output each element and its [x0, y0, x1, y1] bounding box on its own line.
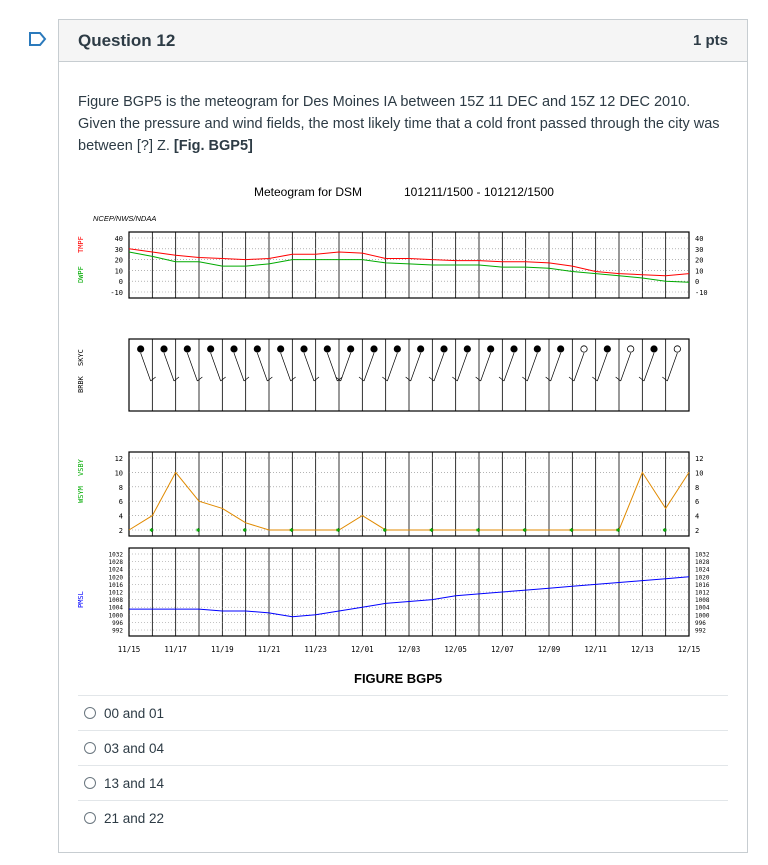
question-header — [59, 20, 747, 62]
time-tick-label: 12/03 — [397, 645, 421, 654]
pmsl-tick-left: 1028 — [108, 559, 123, 567]
wind-barb-flag — [546, 377, 551, 381]
pmsl-tick-left: 1008 — [108, 597, 123, 605]
flag-icon[interactable] — [28, 31, 48, 47]
wind-barb — [211, 353, 221, 381]
time-tick-label: 12/01 — [351, 645, 374, 654]
sky-cover-mark — [441, 346, 447, 352]
temp-tick-right: -10 — [695, 289, 708, 297]
time-tick-label: 12/13 — [631, 645, 654, 654]
pmsl-label: PMSL — [77, 591, 85, 608]
wind-barb-flag — [197, 377, 202, 381]
wind-barb-flag — [406, 377, 411, 381]
wind-barb — [257, 353, 267, 381]
radio-icon[interactable] — [84, 777, 96, 789]
wind-barb — [341, 353, 351, 381]
pmsl-tick-left: 1012 — [108, 589, 123, 597]
radio-icon[interactable] — [84, 812, 96, 824]
meteogram-figure — [69, 178, 739, 686]
wind-barb — [481, 353, 491, 381]
wind-barb-flag — [662, 377, 667, 381]
wind-barb-flag — [452, 377, 457, 381]
sky-cover-mark — [371, 346, 377, 352]
sky-cover-mark — [627, 346, 633, 352]
wind-barb-flag — [569, 377, 574, 381]
time-tick-label: 12/15 — [677, 645, 701, 654]
weather-symbol: ✱ — [616, 526, 621, 534]
sky-cover-mark — [207, 346, 213, 352]
figure-caption: FIGURE BGP5 — [354, 671, 443, 686]
wind-barb-flag — [267, 377, 272, 381]
answer-label: 21 and 22 — [104, 810, 165, 826]
time-tick-label: 11/19 — [211, 645, 234, 654]
sky-cover-mark — [581, 346, 587, 352]
answer-option-2[interactable] — [78, 730, 728, 765]
weather-symbol: ✱ — [289, 526, 294, 534]
sky-cover-mark — [394, 346, 400, 352]
temp-tick-left: 30 — [114, 245, 123, 254]
wind-barb — [504, 353, 514, 381]
vsby-tick-left: 2 — [118, 527, 123, 535]
pmsl-tick-left: 1016 — [108, 581, 123, 589]
time-tick-label: 12/05 — [444, 645, 467, 654]
question-points: 1 pts — [692, 32, 728, 49]
wind-barb-flag — [592, 377, 597, 381]
sky-cover-mark — [301, 346, 307, 352]
weather-symbol: ✱ — [429, 526, 434, 534]
wind-barb — [304, 353, 314, 381]
dwpf-label: DWPF — [77, 266, 85, 283]
sky-cover-mark — [674, 346, 680, 352]
temp-tick-right: 0 — [695, 278, 700, 287]
wind-barb — [164, 353, 174, 381]
wind-barb — [644, 353, 654, 381]
wind-barb — [434, 353, 444, 381]
time-tick-label: 11/21 — [257, 645, 281, 654]
vsby-tick-right: 2 — [695, 527, 700, 535]
wind-barb — [364, 353, 374, 381]
pmsl-tick-left: 992 — [112, 627, 123, 635]
pmsl-tick-right: 1032 — [695, 551, 710, 559]
sky-cover-mark — [161, 346, 167, 352]
skyc-label: SKYC — [77, 349, 85, 366]
wind-barb — [574, 353, 584, 381]
wind-barb-flag — [314, 377, 319, 381]
wind-barb-flag — [151, 377, 156, 381]
sky-cover-mark — [511, 346, 517, 352]
temp-tick-left: -10 — [110, 289, 123, 297]
wind-barb-flag — [499, 377, 504, 381]
weather-symbol: ✱ — [382, 526, 387, 534]
wind-barb-flag — [291, 377, 296, 381]
pmsl-tick-left: 1024 — [108, 566, 123, 574]
weather-symbol: ✱ — [662, 526, 667, 534]
weather-symbol: ✱ — [336, 526, 341, 534]
answer-label: 03 and 04 — [104, 740, 165, 756]
sky-cover-mark — [534, 346, 540, 352]
question-title: Question 12 — [78, 30, 176, 50]
temp-tick-left: 0 — [118, 278, 123, 287]
wind-barb — [457, 353, 467, 381]
wind-barb — [597, 353, 607, 381]
pmsl-tick-left: 1032 — [108, 551, 123, 559]
time-tick-label: 11/15 — [117, 645, 141, 654]
wind-barb-flag — [522, 377, 527, 381]
brbk-label: BRBK — [77, 376, 85, 393]
wind-barb — [281, 353, 291, 381]
sky-cover-mark — [324, 346, 330, 352]
time-tick-label: 12/11 — [584, 645, 607, 654]
answer-option-1[interactable] — [78, 695, 728, 730]
vsby-tick-right: 12 — [695, 455, 704, 463]
figure-title: Meteogram for DSM — [254, 185, 363, 199]
sky-cover-mark — [231, 346, 237, 352]
weather-symbol: ✱ — [522, 526, 527, 534]
answer-option-3[interactable] — [78, 765, 728, 800]
answer-option-4[interactable] — [78, 800, 728, 835]
wind-barb — [667, 353, 677, 381]
figure-reference: [Fig. BGP5] — [173, 138, 253, 154]
wind-barb — [387, 353, 397, 381]
pmsl-tick-right: 1016 — [695, 581, 710, 589]
vsby-tick-left: 12 — [114, 455, 123, 463]
radio-icon[interactable] — [84, 707, 96, 719]
sky-cover-mark — [464, 346, 470, 352]
temp-tick-left: 10 — [114, 267, 123, 276]
sky-cover-mark — [651, 346, 657, 352]
time-tick-label: 11/23 — [304, 645, 327, 654]
vsby-label: VSBY — [77, 459, 85, 476]
figure-range: 101211/1500 - 101212/1500 — [404, 185, 554, 199]
vsby-tick-left: 8 — [118, 483, 123, 492]
sky-cover-mark — [137, 346, 143, 352]
vsby-tick-right: 4 — [695, 512, 700, 521]
weather-symbol: ✱ — [149, 526, 154, 534]
time-tick-label: 12/07 — [491, 645, 514, 654]
pmsl-tick-right: 1000 — [695, 612, 710, 620]
vsby-tick-left: 10 — [114, 469, 123, 478]
pmsl-tick-right: 1008 — [695, 597, 710, 605]
sky-cover-mark — [417, 346, 423, 352]
question-text — [78, 91, 728, 157]
pmsl-tick-right: 1004 — [695, 604, 710, 612]
pmsl-tick-right: 996 — [695, 619, 706, 627]
answer-label: 13 and 14 — [104, 775, 165, 791]
wind-barb-flag — [221, 377, 226, 381]
temp-tick-left: 40 — [114, 235, 123, 243]
temp-tick-right: 40 — [695, 235, 704, 243]
answer-label: 00 and 01 — [104, 705, 165, 721]
sky-cover-mark — [277, 346, 283, 352]
pmsl-tick-left: 1000 — [108, 612, 123, 620]
wind-barb — [621, 353, 631, 381]
wind-barb-flag — [244, 377, 249, 381]
wind-barb — [551, 353, 561, 381]
vsby-tick-right: 10 — [695, 469, 704, 478]
sky-cover-mark — [557, 346, 563, 352]
wind-barb-flag — [639, 377, 644, 381]
sky-cover-mark — [347, 346, 353, 352]
temp-tick-left: 20 — [114, 256, 123, 265]
sky-cover-mark — [184, 346, 190, 352]
weather-symbol: ✱ — [476, 526, 481, 534]
wind-barb-flag — [382, 377, 387, 381]
temp-tick-right: 20 — [695, 256, 704, 265]
time-tick-label: 11/17 — [164, 645, 187, 654]
weather-symbol: ✱ — [242, 526, 247, 534]
sky-cover-mark — [254, 346, 260, 352]
weather-symbol: ✱ — [569, 526, 574, 534]
radio-icon[interactable] — [84, 742, 96, 754]
time-tick-label: 12/09 — [537, 645, 561, 654]
wind-barb — [187, 353, 197, 381]
pmsl-tick-left: 1004 — [108, 604, 123, 612]
pmsl-tick-left: 1020 — [108, 574, 123, 582]
wind-barb — [411, 353, 421, 381]
vsby-tick-left: 6 — [118, 498, 123, 507]
wind-barb — [141, 353, 151, 381]
temp-tick-right: 30 — [695, 245, 704, 254]
wind-barb — [234, 353, 244, 381]
figure-source: NCEP/NWS/NDAA — [93, 214, 157, 223]
wind-barb-flag — [476, 377, 481, 381]
pmsl-tick-right: 992 — [695, 627, 706, 635]
weather-symbol: ✱ — [196, 526, 201, 534]
vsby-tick-right: 6 — [695, 498, 700, 507]
wsym-label: WSYM — [77, 486, 85, 503]
wind-barb-flag — [429, 377, 434, 381]
question-body: Figure BGP5 is the meteogram for Des Moines IA between 15Z 11 DEC and 15Z 12 DEC 2010. Given the pressure and wind fields, the most likely time that a cold front passed through the city was between [?] Z. — [78, 94, 720, 154]
pmsl-tick-right: 1024 — [695, 566, 710, 574]
wind-barb — [527, 353, 537, 381]
tmpf-label: TMPF — [77, 236, 85, 253]
answer-list — [78, 695, 728, 835]
sky-cover-mark — [487, 346, 493, 352]
vsby-tick-left: 4 — [118, 512, 123, 521]
temp-tick-right: 10 — [695, 267, 704, 276]
pmsl-tick-right: 1012 — [695, 589, 710, 597]
sky-cover-mark — [604, 346, 610, 352]
wind-barb-flag — [174, 377, 179, 381]
pmsl-tick-right: 1020 — [695, 574, 710, 582]
pmsl-tick-left: 996 — [112, 619, 123, 627]
question-card — [58, 19, 748, 853]
pmsl-tick-right: 1028 — [695, 559, 710, 567]
wind-barb-flag — [359, 377, 364, 381]
wind-barb-flag — [616, 377, 621, 381]
vsby-tick-right: 8 — [695, 483, 700, 492]
